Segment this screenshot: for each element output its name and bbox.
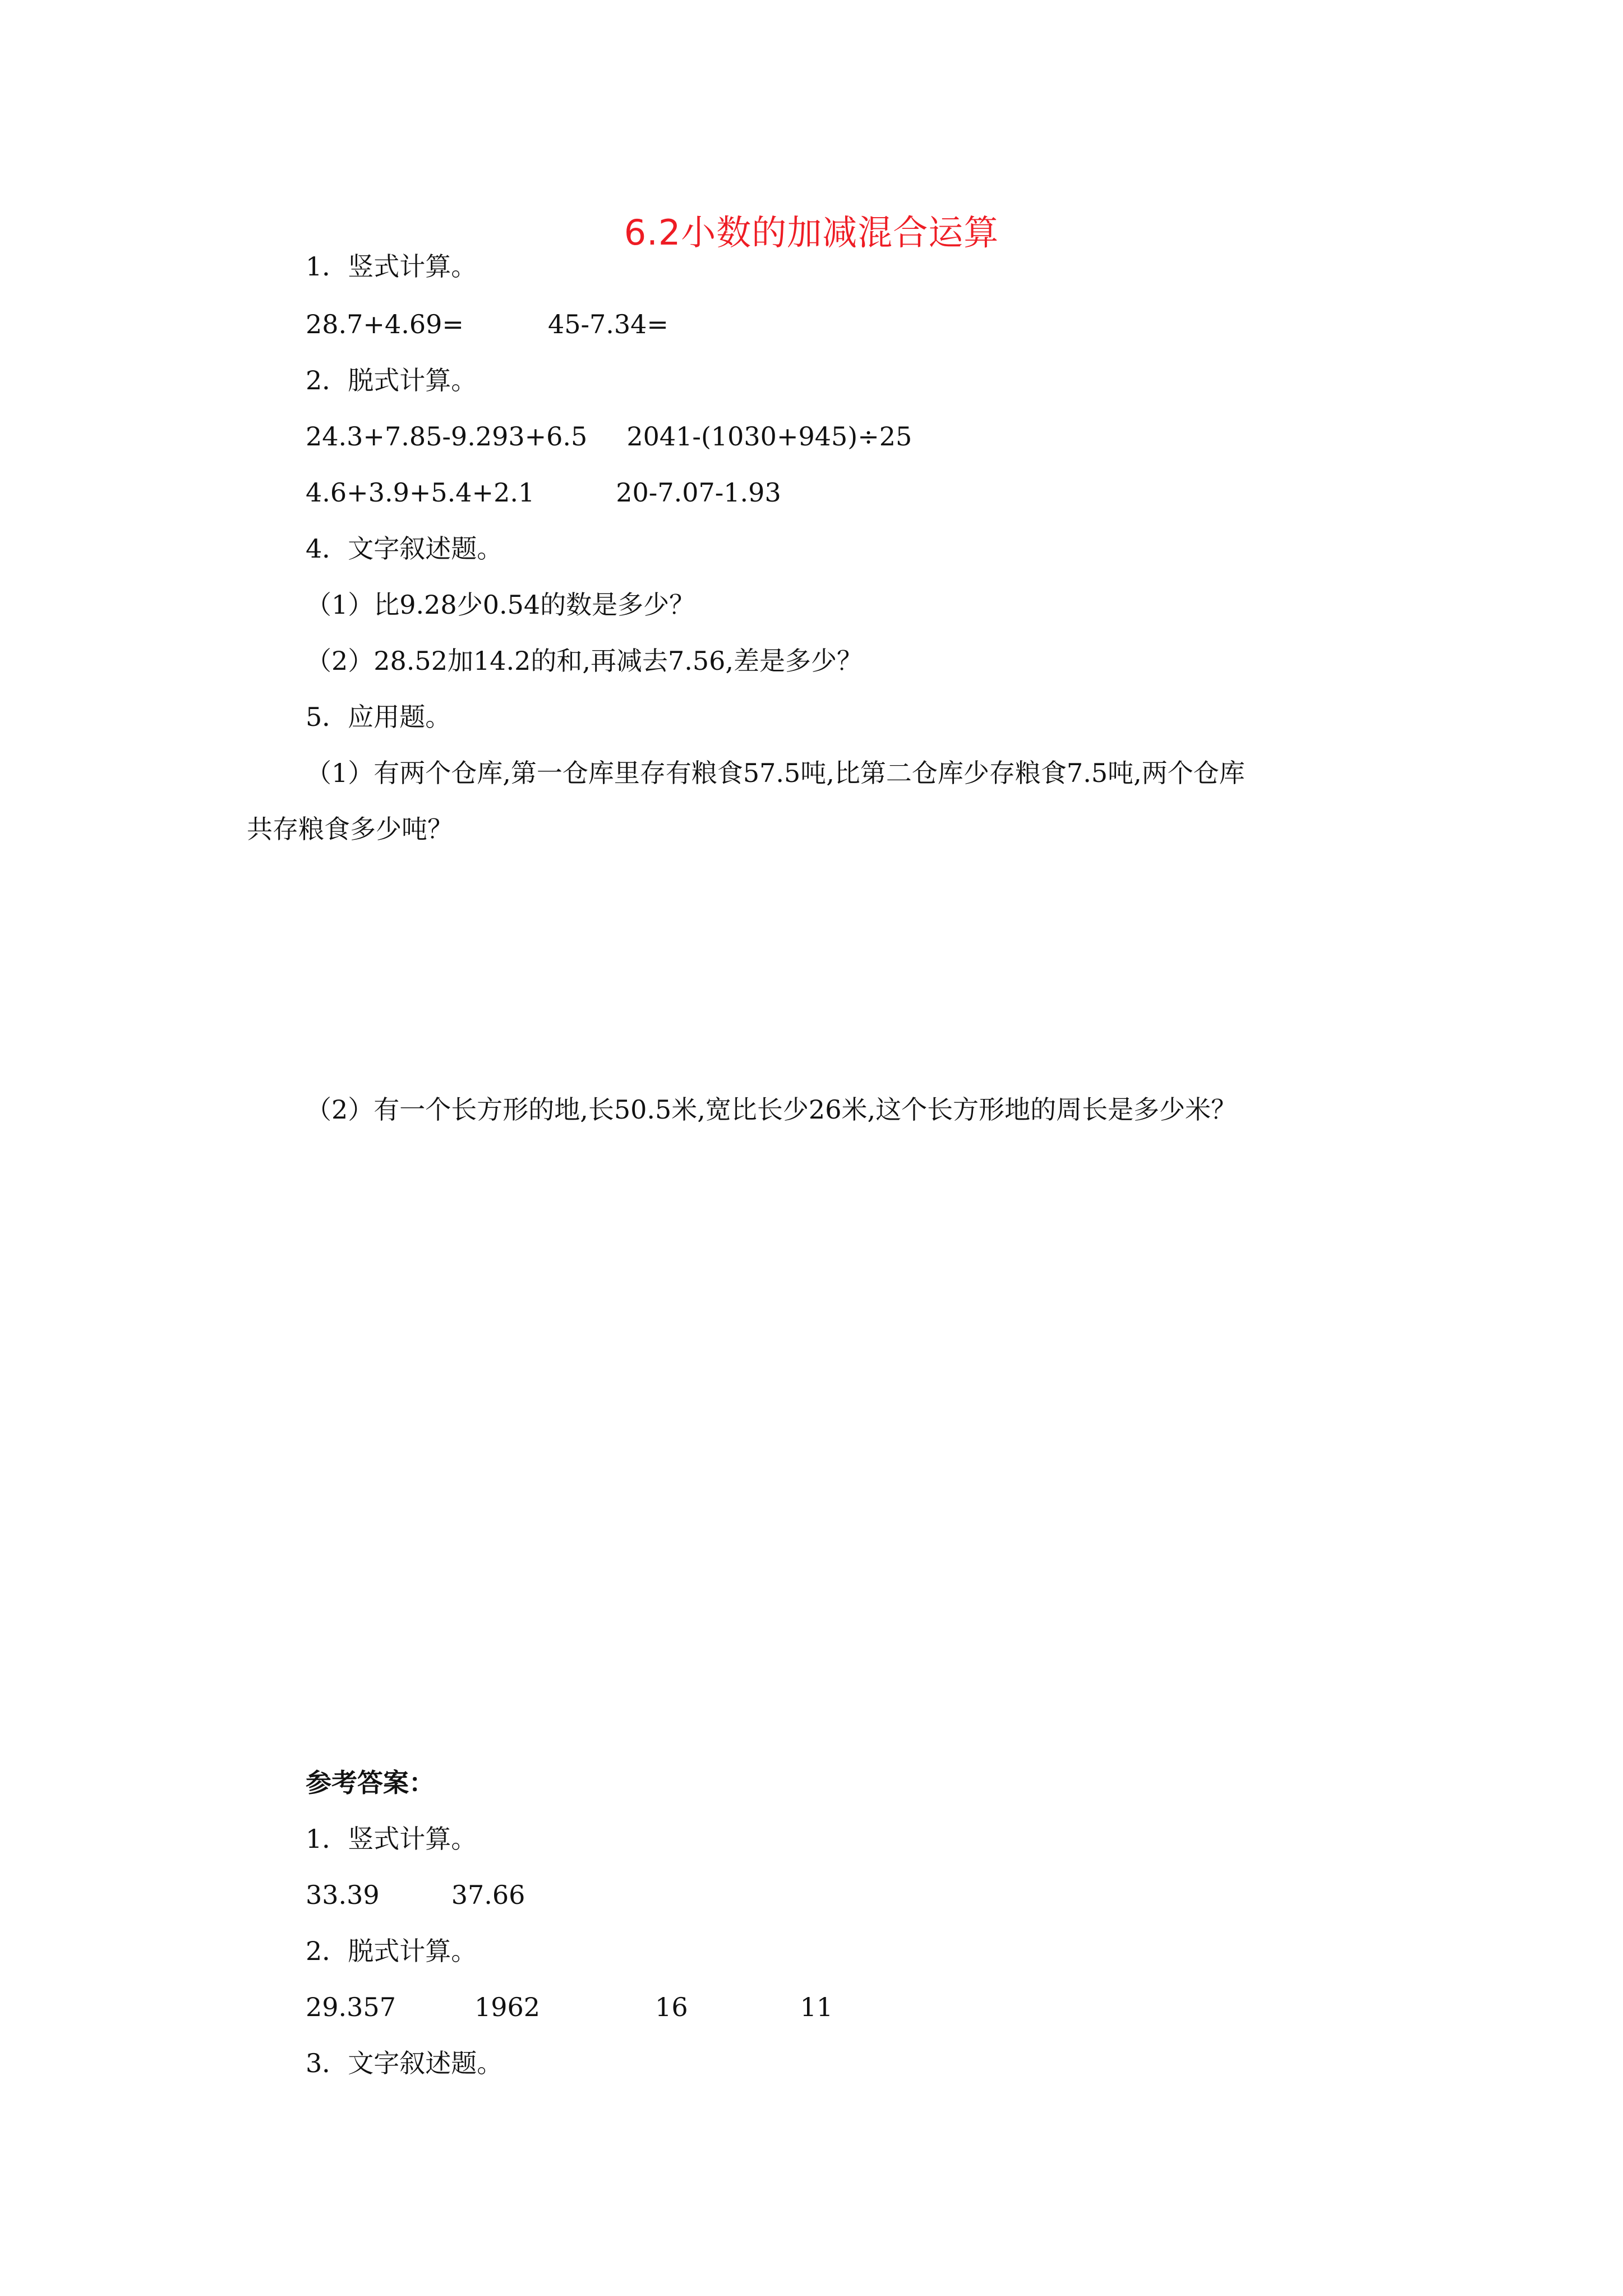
- q1-expr-2: 45-7.34=: [547, 309, 668, 339]
- answer-2-value-4: 11: [800, 1992, 833, 2022]
- q5-heading: 5．应用题。: [306, 702, 451, 732]
- answer-1-heading: 1．竖式计算。: [306, 1824, 477, 1854]
- answer-2-values: [306, 1990, 833, 2024]
- page-title: 6.2小数的加减混合运算: [624, 212, 999, 253]
- q2-row-2: [306, 476, 781, 509]
- q5-item-1-line-1: （1）有两个仓库,第一仓库里存有粮食57.5吨,比第二仓库少存粮食7.5吨,两个仓库: [306, 758, 1245, 788]
- answer-2-value-2: 1962: [474, 1992, 541, 2022]
- answer-2-value-1: 29.357: [306, 1992, 396, 2022]
- q5-item-2: （2）有一个长方形的地,长50.5米,宽比长少26米,这个长方形地的周长是多少米？: [306, 1094, 1237, 1125]
- q1-expr-1: 28.7+4.69=: [306, 309, 464, 339]
- q2-row-1: [306, 420, 912, 453]
- q2-expr-3: 4.6+3.9+5.4+2.1: [306, 477, 535, 508]
- q4-item-1: （1）比9.28少0.54的数是多少？: [306, 590, 695, 620]
- q2-heading: 2．脱式计算。: [306, 365, 477, 395]
- q1-heading: 1．竖式计算。: [306, 251, 477, 282]
- q2-expr-1: 24.3+7.85-9.293+6.5: [306, 421, 588, 452]
- answer-3-heading: 3．文字叙述题。: [306, 2048, 503, 2078]
- answer-1-values: [306, 1878, 525, 1912]
- answers-heading: 参考答案：: [306, 1768, 435, 1798]
- q4-item-2: （2）28.52加14.2的和,再减去7.56,差是多少？: [306, 646, 863, 676]
- answer-1-value-2: 37.66: [451, 1880, 525, 1910]
- answer-1-value-1: 33.39: [306, 1880, 380, 1910]
- q2-expr-4: 20-7.07-1.93: [616, 477, 781, 508]
- q4-heading: 4．文字叙述题。: [306, 533, 503, 564]
- answer-2-value-3: 16: [655, 1992, 688, 2022]
- q2-expr-2: 2041-(1030+945)÷25: [626, 421, 912, 452]
- q1-expressions: [306, 307, 668, 341]
- q5-item-1-line-2: 共存粮食多少吨？: [247, 814, 453, 844]
- answer-2-heading: 2．脱式计算。: [306, 1936, 477, 1966]
